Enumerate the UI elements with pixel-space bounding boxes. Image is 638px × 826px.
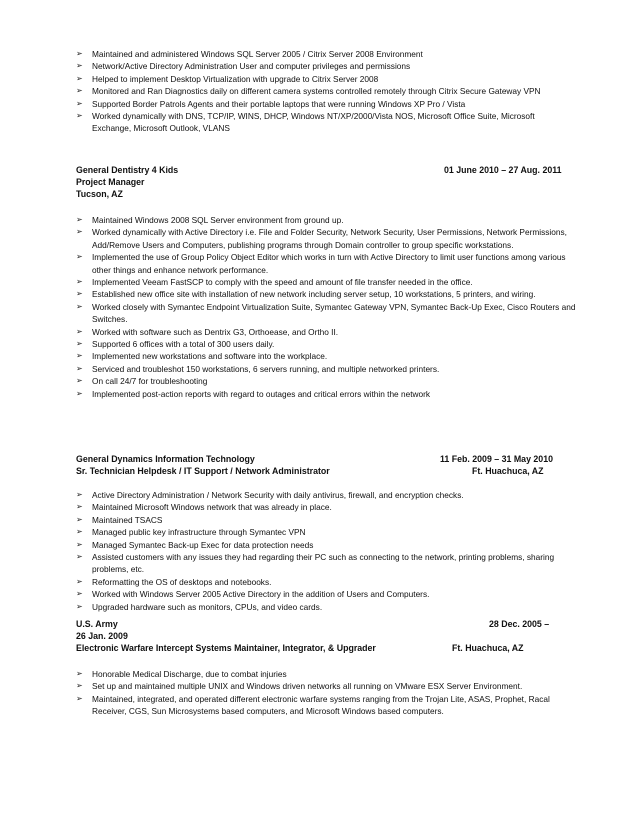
arrow-bullet-icon: ➢ [76,514,83,524]
company-name: General Dentistry 4 Kids [76,165,179,175]
arrow-bullet-icon: ➢ [76,681,83,691]
arrow-bullet-icon: ➢ [76,376,83,386]
job-header-line [76,164,576,176]
job-location: Ft. Huachuca, AZ [472,466,544,476]
arrow-bullet-icon: ➢ [76,502,83,512]
arrow-bullet-icon: ➢ [76,73,83,83]
arrow-bullet-icon: ➢ [76,227,83,237]
arrow-bullet-icon: ➢ [76,326,83,336]
arrow-bullet-icon: ➢ [76,490,83,499]
job-header-line [76,453,576,465]
job-bullets [76,489,576,613]
arrow-bullet-icon: ➢ [76,98,83,108]
bullet-item: ➢ Serviced and troubleshot 150 workstations, 6 servers running, and multiple networked printers. [76,363,440,374]
bullet-item: ➢ Assisted customers with any issues they had regarding their PC such as connecting to the network, printing problems, sharing problems, etc. [76,552,555,575]
employment-dates: 11 Feb. 2009 – 31 May 2010 [440,454,553,464]
bullet-item: ➢ Maintained and administered Windows SQL Server 2005 / Citrix Server 2008 Environment [76,49,423,59]
job-title: Electronic Warfare Intercept Systems Maintainer, Integrator, & Upgrader [76,643,376,653]
bullet-item: ➢ Maintained Windows 2008 SQL Server environment from ground up. [76,215,344,225]
job-us-army [76,618,576,718]
bullet-item: ➢ Network/Active Directory Administration User and computer privileges and permissions [76,61,411,72]
bullet-item: ➢ Helped to implement Desktop Virtualization with upgrade to Citrix Server 2008 [76,73,379,84]
bullet-item: ➢ Active Directory Administration / Network Security with daily antivirus, firewall, and encryption checks. [76,490,464,500]
job-general-dynamics [76,453,576,613]
job-title: Project Manager [76,177,145,187]
job-title: Sr. Technician Helpdesk / IT Support / Network Administrator [76,466,330,476]
job-header-line [76,618,576,630]
bullet-item: ➢ Worked with software such as Dentrix G3, Orthoease, and Ortho II. [76,326,339,337]
arrow-bullet-icon: ➢ [76,49,83,58]
bullet-item: ➢ Supported Border Patrols Agents and their portable laptops that were running Windows XP Pro / Vista [76,98,466,109]
arrow-bullet-icon: ➢ [76,693,83,703]
arrow-bullet-icon: ➢ [76,669,83,678]
employment-dates: 01 June 2010 – 27 Aug. 2011 [444,165,562,175]
previous-job-bullets [76,48,576,135]
company-name: U.S. Army [76,619,118,629]
arrow-bullet-icon: ➢ [76,527,83,537]
bullet-item: ➢ Maintained TSACS [76,514,163,525]
bullet-item: ➢ Monitored and Ran Diagnostics daily on different camera systems controlled remotely through Citrix Secure Gateway VPN [76,86,541,97]
bullet-item: ➢ Implemented Veeam FastSCP to comply with the speed and amount of file transfer needed in the office. [76,277,473,288]
arrow-bullet-icon: ➢ [76,351,83,361]
bullet-item: ➢ Upgraded hardware such as monitors, CPUs, and video cards. [76,601,323,612]
bullet-item: ➢ Reformatting the OS of desktops and notebooks. [76,576,272,587]
arrow-bullet-icon: ➢ [76,363,83,373]
bullet-item: ➢ Implemented post-action reports with regard to outages and critical errors within the network [76,388,431,399]
arrow-bullet-icon: ➢ [76,539,83,549]
bullet-item: ➢ Implemented the use of Group Policy Object Editor which works in turn with Active Directory to limit user functions among various other things and enhance network performance. [76,252,566,275]
previous-job-section [76,48,576,135]
bullet-item: ➢ Supported 6 offices with a total of 300 users daily. [76,339,275,350]
bullet-item: ➢ Worked dynamically with DNS, TCP/IP, WINS, DHCP, Windows NT/XP/2000/Vista NOS, Microsoft Office Suite, Microsoft Exchange, Microsoft Outlook, VLANS [76,111,535,134]
bullet-item: ➢ Maintained, integrated, and operated different electronic warfare systems ranging from the Trojan Lite, ASAS, Prophet, Racal Receiver, CGS, Sun Microsystems based computers, and Microsoft Windows based computers. [76,693,550,717]
bullet-item: ➢ Worked closely with Symantec Endpoint Virtualization Suite, Symantec Gateway VPN, Symantec Back-Up Exec, Cisco Routers and Switches. [76,301,576,325]
job-location: Tucson, AZ [76,189,123,199]
bullet-item: ➢ Worked dynamically with Active Directory i.e. File and Folder Security, Network Security, User Permissions, Network Permissions, Add/Remove Users and Computers, publishing programs through Domain controller to group specific workstations. [76,227,567,250]
arrow-bullet-icon: ➢ [76,301,83,311]
arrow-bullet-icon: ➢ [76,576,83,586]
arrow-bullet-icon: ➢ [76,589,83,599]
arrow-bullet-icon: ➢ [76,601,83,611]
arrow-bullet-icon: ➢ [76,289,83,299]
company-name: General Dynamics Information Technology [76,454,255,464]
bullet-item: ➢ Managed public key infrastructure through Symantec VPN [76,527,306,538]
arrow-bullet-icon: ➢ [76,86,83,96]
arrow-bullet-icon: ➢ [76,339,83,349]
bullet-item: ➢ Honorable Medical Discharge, due to combat injuries [76,669,287,679]
bullet-item: ➢ Maintained Microsoft Windows network that was already in place. [76,502,332,513]
bullet-item: ➢ Managed Symantec Back-up Exec for data protection needs [76,539,314,550]
arrow-bullet-icon: ➢ [76,61,83,71]
employment-dates-end: 26 Jan. 2009 [76,631,128,641]
arrow-bullet-icon: ➢ [76,215,83,224]
bullet-item: ➢ Set up and maintained multiple UNIX and Windows driven networks all running on VMware ESX Server Environment. [76,681,523,692]
employment-dates-start: 28 Dec. 2005 – [489,619,550,629]
arrow-bullet-icon: ➢ [76,552,83,562]
arrow-bullet-icon: ➢ [76,252,83,262]
bullet-item: ➢ Implemented new workstations and software into the workplace. [76,351,328,362]
arrow-bullet-icon: ➢ [76,111,83,121]
job-title-line [76,465,576,477]
job-location: Ft. Huachuca, AZ [452,643,524,653]
bullet-item: ➢ Established new office site with installation of new network including server setup, 10 workstations, 5 printers, and wiring. [76,289,536,300]
job-bullets [76,668,576,718]
bullet-item: ➢ Worked with Windows Server 2005 Active Directory in the addition of Users and Computers. [76,589,430,600]
arrow-bullet-icon: ➢ [76,388,83,398]
job-title-line [76,642,576,654]
arrow-bullet-icon: ➢ [76,277,83,287]
job-bullets [76,214,576,400]
job-general-dentistry [76,164,576,400]
bullet-item: ➢ On call 24/7 for troubleshooting [76,376,208,387]
